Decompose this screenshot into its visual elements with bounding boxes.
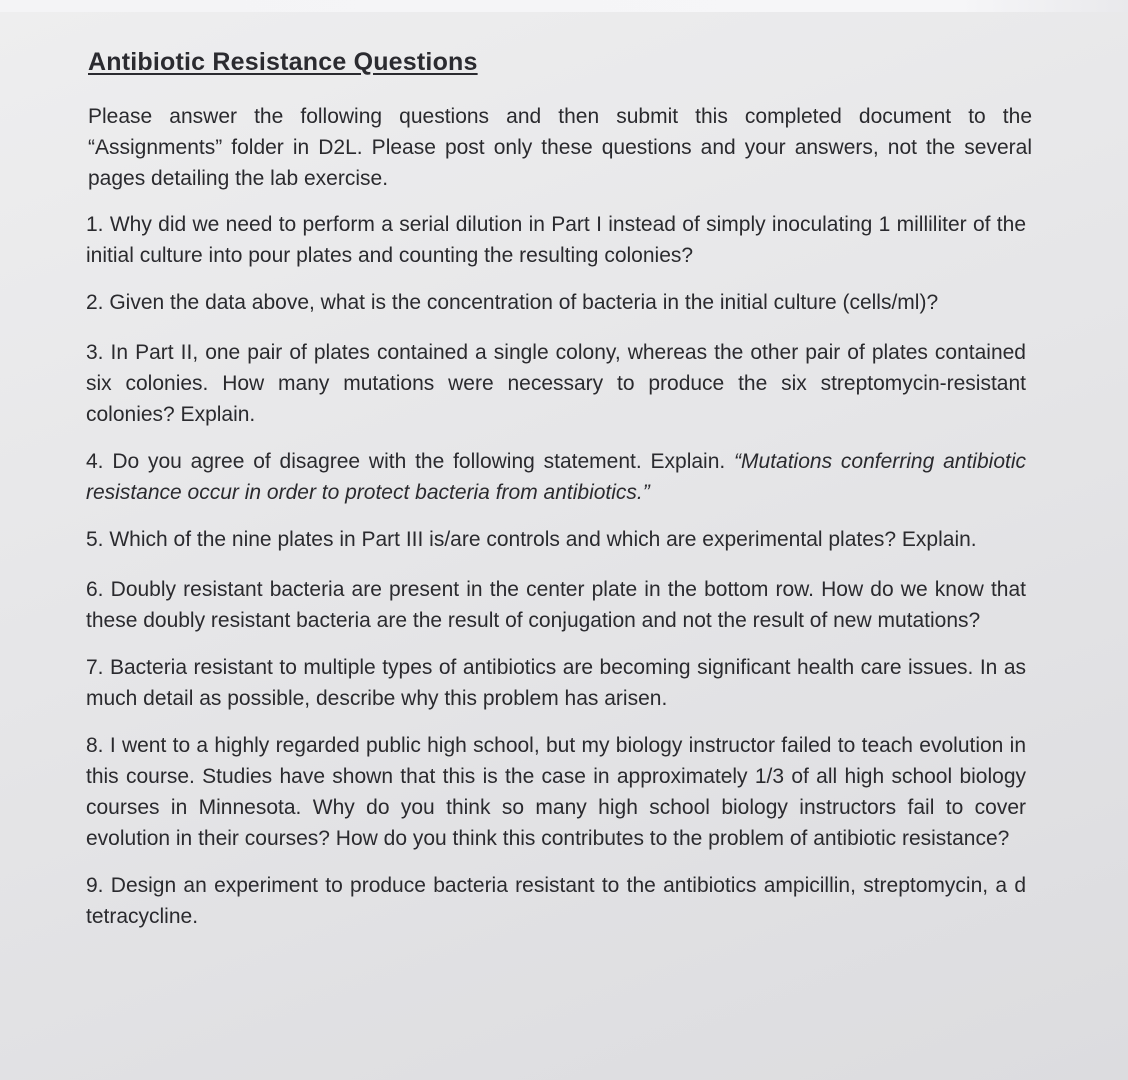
- question-7: 7. Bacteria resistant to multiple types of antibiotics are becoming significant health care issues. In as much detail as possible, describe why this problem has arisen.: [86, 656, 1026, 710]
- document-page: [82, 48, 1032, 1048]
- question-1: 1. Why did we need to perform a serial dilution in Part I instead of simply inoculating 1 milliliter of the initial culture into pour plates and counting the resulting colonies?: [86, 213, 1026, 267]
- document-title: Antibiotic Resistance Questions: [88, 48, 478, 76]
- question-4-prompt: 4. Do you agree of disagree with the following statement. Explain.: [86, 450, 735, 473]
- question-5: 5. Which of the nine plates in Part III is/are controls and which are experimental plates? Explain.: [86, 528, 977, 551]
- question-9: 9. Design an experiment to produce bacteria resistant to the antibiotics ampicillin, streptomycin, a d tetracycline.: [86, 874, 1026, 928]
- question-8: 8. I went to a highly regarded public high school, but my biology instructor failed to teach evolution in this course. Studies have shown that this is the case in approximately 1/3 of all high school biology courses in Minnesota. Why do you think so many high school biology instructors fail to cover evolution in their courses? How do you think this contributes to the problem of antibiotic resistance?: [86, 734, 1026, 850]
- question-4: [86, 446, 1026, 508]
- question-4-quote: “Mutations conferring antibiotic resistance occur in order to protect bacteria from antibiotics.”: [86, 450, 1026, 504]
- screen-top-edge: [0, 0, 1128, 12]
- question-3: 3. In Part II, one pair of plates contained a single colony, whereas the other pair of plates contained six colonies. How many mutations were necessary to produce the six streptomycin-resistant colonies? Explain.: [86, 341, 1026, 426]
- instructions-paragraph: Please answer the following questions and then submit this completed document to the “Assignments” folder in D2L. Please post only these questions and your answers, not the several pages detailing the lab exercise.: [88, 105, 1032, 190]
- question-6: 6. Doubly resistant bacteria are present in the center plate in the bottom row. How do we know that these doubly resistant bacteria are the result of conjugation and not the result of new mutations?: [86, 578, 1026, 632]
- question-2: 2. Given the data above, what is the concentration of bacteria in the initial culture (cells/ml)?: [86, 291, 939, 314]
